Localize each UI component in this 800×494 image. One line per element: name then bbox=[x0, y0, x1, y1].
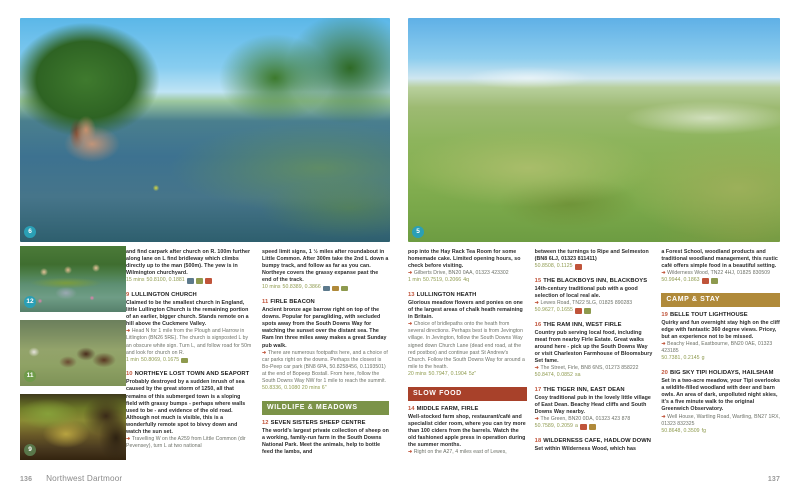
coords-suffix: sa bbox=[574, 372, 581, 379]
coords-suffix: fg bbox=[701, 427, 707, 434]
south-downs-landscape-photo bbox=[408, 18, 780, 242]
entry-directions bbox=[262, 350, 389, 385]
coords-value: 50.7519, 0.2066 bbox=[422, 277, 462, 284]
coords-line bbox=[408, 371, 527, 379]
entry-title: MIDDLE FARM, FIRLE bbox=[416, 405, 479, 412]
entry-northeye bbox=[126, 370, 253, 450]
entry-number: 15 bbox=[534, 277, 542, 284]
entry-heading bbox=[535, 437, 654, 445]
entry-title: LULLINGTON HEATH bbox=[416, 291, 477, 298]
photo-marker-badge: 11 bbox=[24, 370, 36, 382]
canoeing-photo bbox=[20, 246, 126, 312]
entry-heading bbox=[126, 291, 253, 299]
arrow-icon: ➜ bbox=[661, 270, 666, 277]
left-column-a bbox=[126, 249, 253, 456]
coords-suffix: g bbox=[701, 355, 705, 362]
entry-body: Set within Wilderness Wood, which has bbox=[534, 445, 636, 452]
coords-value: 50.8648, 0.3509 bbox=[661, 427, 700, 434]
left-page-footer bbox=[20, 474, 122, 483]
coords-value: 50.8389, 0.3866 bbox=[282, 284, 321, 291]
entry-directions bbox=[661, 414, 780, 428]
running-head: Northwest Dartmoor bbox=[46, 474, 123, 483]
coords-value: 50.7947, 0.1904 bbox=[428, 370, 467, 377]
continued-paragraph: speed limit signs, 1 ½ miles after roundabout in Little Common. After 300m take the 2nd L down a bumpy track, and follow as far as you can. Northeye covers the grassy expanse past the end of the track. bbox=[262, 249, 389, 284]
entry-heading bbox=[661, 369, 780, 377]
coords-value: 50.9627, 0.1655 bbox=[534, 307, 573, 314]
directions-text: Well House, Wartling Road, Wartling, BN27 1RX, 01323 832325 bbox=[661, 413, 781, 427]
entry-title: BELLE TOUT LIGHTHOUSE bbox=[669, 311, 748, 318]
coords-line bbox=[126, 357, 253, 365]
coords-value: 50.8508, 0.1125 bbox=[534, 263, 573, 270]
arrow-icon: ➜ bbox=[534, 416, 539, 423]
coords-line bbox=[535, 263, 654, 271]
facility-badge-icon bbox=[187, 278, 194, 284]
entry-number: 10 bbox=[126, 371, 133, 378]
entry-middle-farm-firle bbox=[408, 405, 527, 457]
arrow-icon: ➜ bbox=[126, 328, 131, 335]
entry-title: NORTHEYE LOST TOWN AND SEAPORT bbox=[134, 371, 250, 378]
coords-time: 15 mins bbox=[126, 277, 145, 284]
directions-text: Right on the A27, 4 miles east of Lewes, bbox=[413, 448, 507, 455]
entry-belle-tout-lighthouse bbox=[661, 311, 780, 363]
arrow-icon: ➜ bbox=[262, 349, 267, 356]
entry-body: Set in a two-acre meadow, your Tipi overlooks a wildlife-filled woodland with deer and barn owls. An area of dark, unpolluted night skies, it's a five minute walk to the original Greenwich Observatory. bbox=[661, 378, 780, 413]
coords-line bbox=[408, 277, 527, 285]
photo-marker-badge: 6 bbox=[24, 226, 36, 238]
entry-body: Well-stocked farm shop, restaurant/café and specialist cider room, where you can try more than 100 ciders from the barrels. Watch the old fashioned apple press in operation during the summer months. bbox=[408, 413, 526, 448]
coords-value: 50.8474, 0.0852 bbox=[534, 372, 573, 379]
entry-heading bbox=[126, 370, 253, 378]
entry-lullington-church bbox=[126, 291, 253, 364]
section-header-camp-stay: CAMP & STAY bbox=[661, 293, 780, 307]
coords-time: 1 min bbox=[126, 356, 139, 363]
arrow-icon: ➜ bbox=[661, 341, 666, 348]
coords-suffix: 4q bbox=[463, 277, 470, 284]
right-page bbox=[400, 0, 800, 494]
facility-badge-icon bbox=[589, 424, 596, 430]
page-number: 137 bbox=[767, 476, 780, 483]
right-column-b bbox=[535, 249, 654, 456]
river-swimming-photo bbox=[20, 18, 390, 242]
directions-text: Lewes Road, TN22 5LG, 01825 890283 bbox=[540, 299, 633, 306]
section-header-slow-food: SLOW FOOD bbox=[408, 387, 527, 401]
coords-line bbox=[661, 277, 780, 285]
entry-number: 12 bbox=[262, 419, 269, 426]
entry-body: Country pub serving local food, including meat from nearby Firle Estate. Great walks around here - pick up the South Downs Way or visit Charleston Farmhouse of Bloomsbury Set fame. bbox=[534, 329, 653, 365]
coords-suffix: 5z" bbox=[468, 370, 477, 377]
entry-number: 16 bbox=[534, 321, 542, 328]
coords-line bbox=[535, 372, 654, 380]
coords-line bbox=[661, 428, 780, 436]
facility-badge-icon bbox=[575, 308, 582, 314]
facility-badge-icon bbox=[205, 278, 212, 284]
directions-text: There are numerous footpaths here, and a choice of car parks right on the downs. Perhaps the closest is Bo-Peep car park (BN8 6PA, 50.8258456, 0.1193501) at the end of Bopeep Bostall. From here, follow the South Downs Way NW for 1 mile to reach the summit. bbox=[262, 349, 388, 384]
directions-text: Travelling W on the A259 from Little Common (dir Pevensey), turn L at two national bbox=[126, 436, 246, 450]
coords-time: 1 min bbox=[408, 277, 421, 284]
entry-directions bbox=[535, 416, 654, 423]
entry-seven-sisters-sheep-centre bbox=[262, 419, 389, 456]
entry-wilderness-cafe bbox=[535, 437, 654, 453]
entry-body: Glorious meadow flowers and ponies on one of the largest areas of chalk heath remaining in Britain. bbox=[408, 299, 523, 321]
directions-text: Head N for 1 mile from the Plough and Harrow in Litlington (BN26 5RE). The church is signposted L by an obscure white sign. Turn L, and follow road for 50m and look for church on R. bbox=[126, 328, 252, 356]
directions-text: Wilderness Wood, TN22 4HJ, 01825 830509 bbox=[667, 270, 771, 277]
arrow-icon: ➜ bbox=[661, 413, 666, 420]
entry-body: The world's largest private collection of sheep on a working, family-run farm in the South Downs National Park. Meet the animals, help to bottle feed the lambs, and bbox=[262, 427, 389, 455]
entry-body: Probably destroyed by a sudden inrush of sea caused by the great storm of 1250, all that remains of this submerged town is a sloping field with grassy bumps - perhaps where walls used to be - and evidence of the old road. Although not much is visible, this is a wonderfully remote spot to bivvy down and watch the sun set. bbox=[126, 379, 246, 435]
entry-heading bbox=[408, 291, 527, 299]
entry-title: BIG SKY TIPI HOLIDAYS, HAILSHAM bbox=[669, 370, 774, 377]
facility-badge-icon bbox=[584, 308, 591, 314]
right-column-a bbox=[408, 249, 527, 456]
right-column-c bbox=[661, 249, 780, 456]
entry-title: SEVEN SISTERS SHEEP CENTRE bbox=[270, 419, 366, 426]
entry-heading bbox=[535, 321, 654, 329]
entry-heading bbox=[262, 419, 389, 427]
entry-heading bbox=[535, 277, 654, 285]
dartmoor-ponies-photo bbox=[20, 320, 126, 386]
entry-heading bbox=[262, 298, 389, 306]
facility-badge-icon bbox=[181, 358, 188, 364]
entry-blackboys-inn bbox=[535, 277, 654, 315]
section-header-wildlife-meadows: WILDLIFE & MEADOWS bbox=[262, 401, 389, 415]
entry-body: Cosy traditional pub in the lovely little village of East Dean. Beachy Head cliffs and South Downs Way nearby. bbox=[534, 394, 651, 415]
coords-time: 10 mins bbox=[262, 284, 281, 291]
entry-body: Quirky and fun overnight stay high on the cliff edge with fantastic 360 degree views. Pricey, but an experience not to be missed. bbox=[661, 319, 780, 341]
directions-text: The Street, Firle, BN8 6NS, 01273 858222 bbox=[540, 365, 639, 372]
continued-directions bbox=[661, 270, 780, 277]
coords-line bbox=[262, 385, 389, 393]
facility-badge-icon bbox=[196, 278, 203, 284]
coords-line bbox=[535, 307, 654, 315]
entry-body: 14th-century traditional pub with a good selection of local real ale. bbox=[534, 285, 638, 299]
entry-title: THE RAM INN, WEST FIRLE bbox=[543, 321, 622, 328]
entry-number: 9 bbox=[126, 291, 130, 298]
facility-badge-icon bbox=[575, 264, 582, 270]
coords-time: 20 mins bbox=[408, 370, 427, 377]
facility-badge-icon bbox=[711, 278, 718, 284]
coords-value: 50.8100, 0.1881 bbox=[146, 277, 185, 284]
entry-ram-inn bbox=[535, 321, 654, 380]
left-column-b bbox=[262, 249, 389, 456]
facility-badge-icon bbox=[323, 286, 330, 292]
entry-title: THE BLACKBOYS INN, BLACKBOYS bbox=[543, 277, 648, 284]
facility-badge-icon bbox=[332, 286, 339, 292]
coords-value: 50.7589, 0.2059 bbox=[534, 423, 573, 430]
entry-heading bbox=[535, 386, 654, 394]
entry-heading bbox=[661, 311, 780, 319]
arrow-icon: ➜ bbox=[126, 436, 131, 443]
arrow-icon: ➜ bbox=[408, 448, 413, 455]
entry-body: Ancient bronze age barrow right on top of the downs. Popular for paragliding, with secluded spots away from the South Downs Way for watching the sunset over the distant sea. The Ram Inn three miles away makes a great Sunday pub walk. bbox=[262, 307, 387, 349]
entry-number: 11 bbox=[262, 299, 269, 306]
continued-paragraph: pop into the Hay Rack Tea Room for some homemade cake. Limited opening hours, so check before visiting. bbox=[408, 249, 521, 270]
continued-directions bbox=[408, 270, 527, 277]
entry-number: 14 bbox=[408, 405, 415, 412]
continued-paragraph: between the turnings to Ripe and Selmeston (BN8 6LJ, 01323 811411) bbox=[534, 249, 649, 263]
photo-marker-badge: 9 bbox=[24, 444, 36, 456]
right-page-footer bbox=[768, 476, 780, 483]
continued-paragraph: a Forest School, woodland products and traditional woodland management, this rustic café offers simple food in a beautiful setting. bbox=[661, 249, 778, 270]
entry-directions bbox=[126, 328, 253, 356]
entry-number: 17 bbox=[534, 386, 542, 393]
entry-title: FIRLE BEACON bbox=[270, 299, 315, 306]
entry-heading bbox=[408, 405, 527, 413]
photo-marker-badge: 12 bbox=[24, 296, 36, 308]
coords-line bbox=[126, 277, 253, 285]
entry-title: WILDERNESS CAFE, HADLOW DOWN bbox=[543, 437, 652, 444]
directions-text: Gilberts Drive, BN20 0AA, 01323 423302 bbox=[413, 270, 509, 277]
coords-value: 50.9944, 0.1863 bbox=[661, 277, 700, 284]
entry-directions bbox=[408, 449, 527, 456]
coords-line bbox=[262, 284, 389, 292]
entry-number: 13 bbox=[408, 291, 415, 298]
coords-line bbox=[535, 423, 654, 431]
coords-value: 50.8069, 0.1675 bbox=[140, 356, 180, 363]
arrow-icon: ➜ bbox=[534, 299, 539, 306]
entry-directions bbox=[126, 436, 253, 450]
page-number: 136 bbox=[20, 476, 33, 483]
thumbnail-strip bbox=[20, 246, 126, 468]
arrow-icon: ➜ bbox=[408, 321, 413, 328]
coords-line bbox=[661, 355, 780, 363]
entry-number: 18 bbox=[534, 437, 542, 444]
coords-suffix: a bbox=[574, 423, 578, 430]
directions-text: The Green, BN20 0DA, 01323 423 878 bbox=[540, 416, 631, 423]
entry-directions bbox=[408, 321, 527, 371]
photo-marker-badge: 5 bbox=[412, 226, 424, 238]
entry-firle-beacon bbox=[262, 298, 389, 393]
entry-number: 19 bbox=[661, 311, 668, 318]
entry-lullington-heath bbox=[408, 291, 527, 379]
entry-title: THE TIGER INN, EAST DEAN bbox=[543, 386, 625, 393]
entry-title: LULLINGTON CHURCH bbox=[131, 291, 197, 298]
facility-badge-icon bbox=[341, 286, 348, 292]
entry-directions bbox=[535, 300, 654, 307]
facility-badge-icon bbox=[702, 278, 709, 284]
coords-value: 50.7381, 0.2145 bbox=[661, 355, 700, 362]
continued-paragraph: and find carpark after church on R. 100m further along lane on L find bridleway which climbs directly up to the man (500m). The yew is in Wilmington churchyard. bbox=[126, 249, 251, 277]
directions-text: Beachy Head, Eastbourne, BN20 0AE, 01323 423185 bbox=[661, 341, 773, 355]
entry-big-sky-tipi-holidays bbox=[661, 369, 780, 435]
directions-text: Choice of bridlepaths onto the heath from several directions. Perhaps best is from Jevington village. In Jevington, follow the South Downs Way signed down Church Lane (dead end road, at the red postbox) and continue past St Andrew's Church. Follow the South Downs Way for around a mile to the heath. bbox=[408, 321, 525, 370]
arrow-icon: ➜ bbox=[534, 365, 539, 372]
coords-value: 50.8336, 0.1080 20 mins 6" bbox=[262, 385, 327, 392]
entry-tiger-inn bbox=[535, 386, 654, 431]
entry-body: Claimed to be the smallest church in England, little Lullington Church is the remaining portion of an earlier, bigger church. Stands remote on a hill above the Cuckmere Valley. bbox=[126, 299, 249, 328]
facility-badge-icon bbox=[580, 424, 587, 430]
ancient-woodland-photo bbox=[20, 394, 126, 460]
entry-directions bbox=[661, 341, 780, 355]
entry-number: 20 bbox=[661, 370, 668, 377]
right-text-columns bbox=[408, 249, 780, 456]
entry-directions bbox=[535, 365, 654, 372]
arrow-icon: ➜ bbox=[408, 270, 413, 277]
